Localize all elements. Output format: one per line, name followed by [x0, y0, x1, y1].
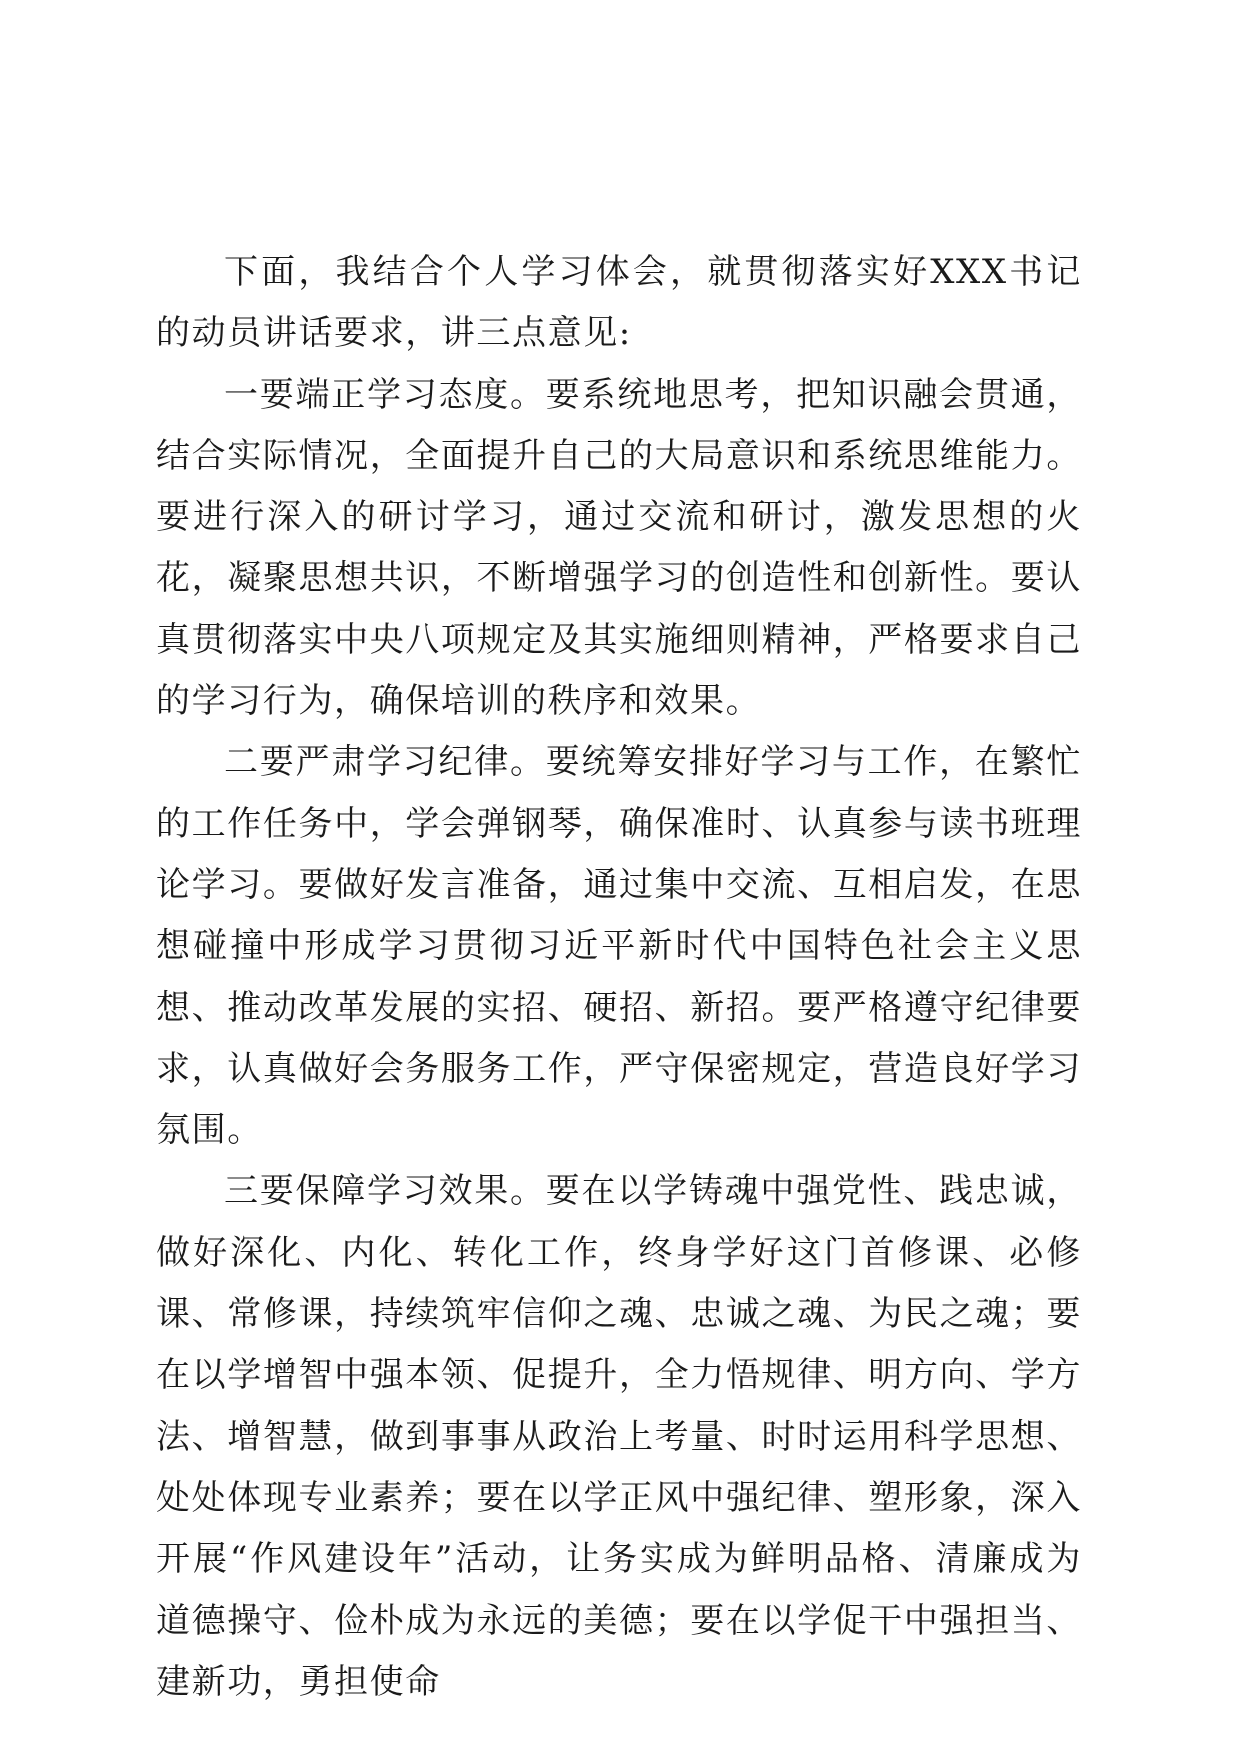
- paragraph-point-two: 二要严肃学习纪律。要统筹安排好学习与工作，在繁忙的工作任务中，学会弹钢琴，确保准时、认真参与读书班理论学习。要做好发言准备，通过集中交流、互相启发，在思想碰撞中形成学习贯彻习近平新时代中国特色社会主义思想、推动改革发展的实招、硬招、新招。要严格遵守纪律要求，认真做好会务服务工作，严守保密规定，营造良好学习氛围。: [156, 742, 1082, 1151]
- paragraph-point-one: 一要端正学习态度。要系统地思考，把知识融会贯通，结合实际情况，全面提升自己的大局意识和系统思维能力。要进行深入的研讨学习，通过交流和研讨，激发思想的火花，凝聚思想共识，不断增强学习的创造性和创新性。要认真贯彻落实中央八项规定及其实施细则精神，严格要求自己的学习行为，确保培训的秩序和效果。: [156, 374, 1082, 722]
- paragraph-intro: 下面，我结合个人学习体会，就贯彻落实好XXX书记的动员讲话要求，讲三点意见:: [156, 252, 1082, 354]
- paragraph-point-three: 三要保障学习效果。要在以学铸魂中强党性、践忠诚，做好深化、内化、转化工作，终身学好这门首修课、必修课、常修课，持续筑牢信仰之魂、忠诚之魂、为民之魂；要在以学增智中强本领、促提升，全力悟规律、明方向、学方法、增智慧，做到事事从政治上考量、时时运用科学思想、处处体现专业素养；要在以学正风中强纪律、塑形象，深入开展“作风建设年”活动，让务实成为鲜明品格、清廉成为道德操守、俭朴成为永远的美德；要在以学促干中强担当、建新功，勇担使命: [156, 1171, 1082, 1702]
- document-body: [156, 242, 1082, 1713]
